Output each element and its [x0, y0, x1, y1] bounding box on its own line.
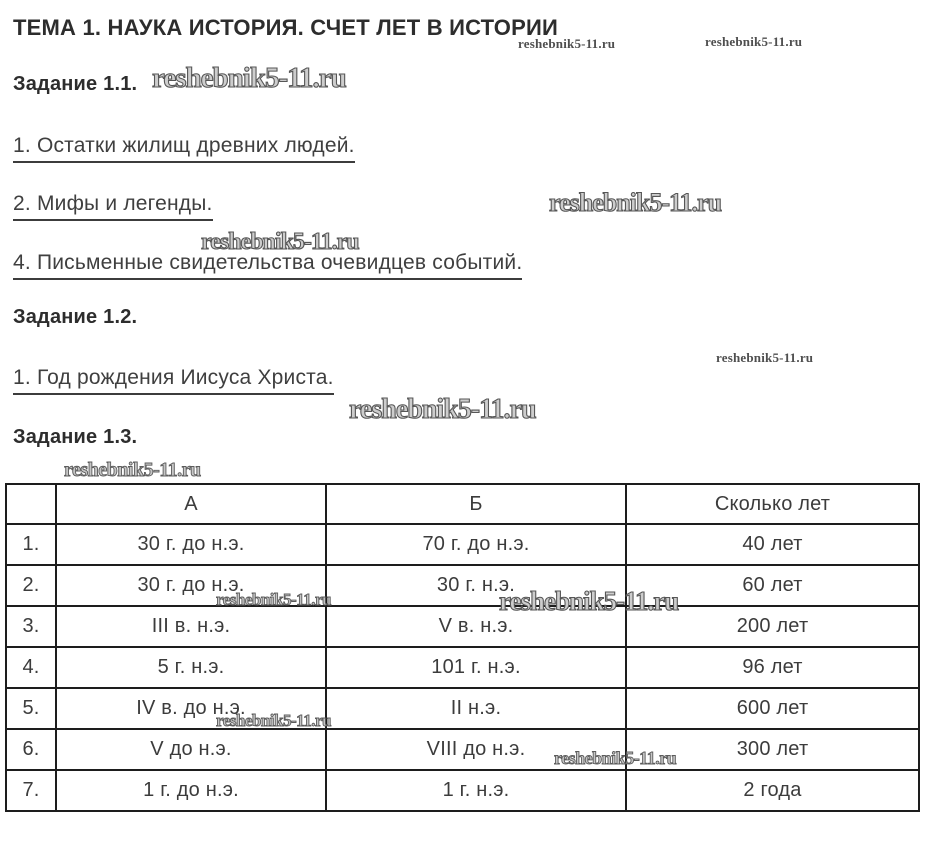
row-number: 5. — [6, 688, 56, 729]
task-1-2-heading: Задание 1.2. — [13, 306, 138, 328]
cell-a: IV в. до н.э. — [56, 688, 326, 729]
cell-b: 101 г. н.э. — [326, 647, 626, 688]
table-row — [6, 647, 919, 688]
table-header-row — [6, 484, 919, 524]
watermark-text: reshebnik5-11.ru — [716, 350, 814, 365]
table-row — [6, 565, 919, 606]
cell-years: 2 года — [626, 770, 919, 811]
watermark-text: reshebnik5-11.ru — [64, 459, 201, 481]
table-row — [6, 729, 919, 770]
cell-years: 40 лет — [626, 524, 919, 565]
watermark-text: reshebnik5-11.ru — [705, 34, 803, 49]
cell-b: V в. н.э. — [326, 606, 626, 647]
row-number: 2. — [6, 565, 56, 606]
cell-b: 1 г. н.э. — [326, 770, 626, 811]
cell-years: 300 лет — [626, 729, 919, 770]
watermark-text: reshebnik5-11.ru — [349, 394, 536, 425]
task-1-2-answer-1: 1. Год рождения Иисуса Христа. — [13, 366, 334, 395]
watermark-text: reshebnik5-11.ru — [518, 36, 616, 51]
watermark-text: reshebnik5-11.ru — [216, 711, 331, 730]
page-title: ТЕМА 1. НАУКА ИСТОРИЯ. СЧЕТ ЛЕТ В ИСТОРИИ — [13, 15, 558, 40]
cell-a: III в. н.э. — [56, 606, 326, 647]
cell-b: 70 г. до н.э. — [326, 524, 626, 565]
header-cell-a: А — [56, 484, 326, 524]
row-number: 3. — [6, 606, 56, 647]
cell-b: II н.э. — [326, 688, 626, 729]
task-1-3-heading: Задание 1.3. — [13, 426, 138, 448]
header-cell-years: Сколько лет — [626, 484, 919, 524]
cell-years: 600 лет — [626, 688, 919, 729]
task-1-3-table — [5, 483, 920, 812]
table-row — [6, 770, 919, 811]
watermark-text: reshebnik5-11.ru — [216, 590, 331, 609]
table-row — [6, 688, 919, 729]
row-number: 4. — [6, 647, 56, 688]
cell-years: 96 лет — [626, 647, 919, 688]
row-number: 6. — [6, 729, 56, 770]
watermark-text: reshebnik5-11.ru — [549, 188, 722, 217]
watermark-text: reshebnik5-11.ru — [554, 748, 677, 768]
task-1-1-answer-4: 4. Письменные свидетельства очевидцев событий. — [13, 251, 522, 280]
header-cell-empty — [6, 484, 56, 524]
watermark-text: reshebnik5-11.ru — [152, 62, 346, 94]
task-1-1-answer-1: 1. Остатки жилищ древних людей. — [13, 134, 355, 163]
cell-b: VIII до н.э. — [326, 729, 626, 770]
watermark-text: reshebnik5-11.ru — [201, 229, 359, 255]
table-row — [6, 524, 919, 565]
watermark-text: reshebnik5-11.ru — [499, 586, 679, 616]
header-cell-b: Б — [326, 484, 626, 524]
cell-a: 1 г. до н.э. — [56, 770, 326, 811]
row-number: 1. — [6, 524, 56, 565]
cell-years: 200 лет — [626, 606, 919, 647]
table-row — [6, 606, 919, 647]
row-number: 7. — [6, 770, 56, 811]
cell-a: 5 г. н.э. — [56, 647, 326, 688]
task-1-1-answer-2: 2. Мифы и легенды. — [13, 192, 213, 221]
cell-a: 30 г. до н.э. — [56, 524, 326, 565]
cell-a: 30 г. до н.э. — [56, 565, 326, 606]
cell-b: 30 г. н.э. — [326, 565, 626, 606]
cell-years: 60 лет — [626, 565, 919, 606]
cell-a: V до н.э. — [56, 729, 326, 770]
task-1-1-heading: Задание 1.1. — [13, 73, 138, 95]
